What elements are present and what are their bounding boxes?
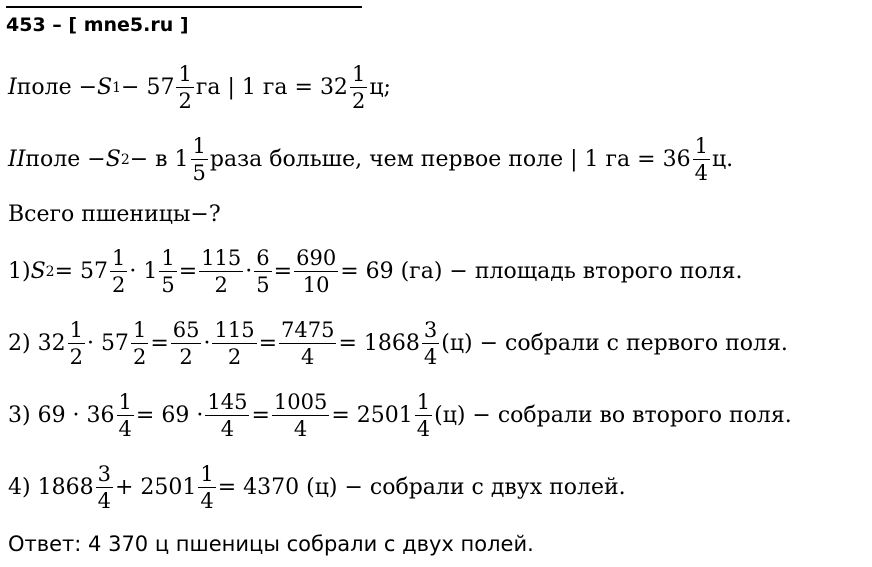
text: · 1 xyxy=(129,259,158,284)
given-field-2 xyxy=(8,128,733,192)
roman-numeral: I xyxy=(8,75,17,100)
fraction: $\frac{1}{5}$ xyxy=(192,133,206,186)
problem-header xyxy=(6,14,189,36)
step-1 xyxy=(8,240,742,304)
answer-line: Ответ: 4 370 ц пшеницы собрали с двух полей. xyxy=(8,532,534,556)
fraction: $\frac{3}{4}$ xyxy=(423,317,438,370)
fraction: $\frac{1}{4}$ xyxy=(200,461,214,514)
step-4 xyxy=(8,456,626,520)
problem-number: 453 xyxy=(6,14,46,36)
given-field-1 xyxy=(8,56,391,120)
var-s: S xyxy=(97,75,113,100)
text: = xyxy=(251,403,270,428)
text: · 57 xyxy=(86,331,129,356)
text: = 69 (га) − площадь второго поля. xyxy=(340,259,743,284)
text: (ц) − собрали с первого поля. xyxy=(441,331,788,356)
text: − в 1 xyxy=(129,147,189,172)
text: 2) 32 xyxy=(8,331,66,356)
question-line: Всего пшеницы−? xyxy=(8,202,221,227)
step-3 xyxy=(8,384,792,448)
text: = xyxy=(273,259,293,284)
fraction: $\frac{115}{2}$ xyxy=(214,317,255,370)
fraction: $\frac{1}{2}$ xyxy=(112,245,126,298)
text: · xyxy=(245,259,253,284)
text: 4) 1868 xyxy=(8,475,94,500)
subscript: 2 xyxy=(120,152,130,168)
text: = 2501 xyxy=(331,403,413,428)
text: раза больше, чем первое поле | 1 га = 36 xyxy=(209,147,691,172)
header-dash: – xyxy=(52,14,62,36)
fraction: $\frac{65}{2}$ xyxy=(172,317,200,370)
subscript: 2 xyxy=(45,264,55,280)
fraction: $\frac{3}{4}$ xyxy=(97,461,111,514)
text: ц. xyxy=(711,147,734,172)
fraction: $\frac{1}{2}$ xyxy=(69,317,83,370)
text: = xyxy=(150,331,169,356)
text: = 57 xyxy=(54,259,109,284)
text: = 1868 xyxy=(338,331,420,356)
fraction: $\frac{1}{5}$ xyxy=(161,245,175,298)
text: 1) xyxy=(8,259,31,284)
text: + 2501 xyxy=(114,475,197,500)
header-rule xyxy=(6,6,362,8)
fraction: $\frac{145}{4}$ xyxy=(207,389,248,442)
text: · xyxy=(203,331,211,356)
fraction: $\frac{1005}{4}$ xyxy=(273,389,328,442)
fraction: $\frac{1}{2}$ xyxy=(178,61,192,114)
fraction: $\frac{1}{2}$ xyxy=(351,61,366,114)
fraction: $\frac{1}{2}$ xyxy=(132,317,147,370)
roman-numeral: II xyxy=(8,147,26,172)
text: (ц) − собрали во второго поля. xyxy=(434,403,792,428)
var-s: S xyxy=(30,259,46,284)
subscript: 1 xyxy=(112,80,122,96)
fraction: $\frac{1}{4}$ xyxy=(118,389,132,442)
fraction: $\frac{7475}{4}$ xyxy=(281,317,335,370)
var-s: S xyxy=(105,147,121,172)
text: ц; xyxy=(369,75,391,100)
fraction: $\frac{1}{4}$ xyxy=(694,133,708,186)
step-2 xyxy=(8,312,788,376)
fraction: $\frac{115}{2}$ xyxy=(201,245,242,298)
text: = xyxy=(258,331,278,356)
fraction: $\frac{6}{5}$ xyxy=(256,245,270,298)
text: = xyxy=(178,259,198,284)
text: = 69 · xyxy=(135,403,204,428)
text: 3) 69 · 36 xyxy=(8,403,115,428)
fraction: $\frac{690}{10}$ xyxy=(296,245,337,298)
text: − 57 xyxy=(121,75,175,100)
text: = 4370 (ц) − собрали с двух полей. xyxy=(217,475,626,500)
text: га | 1 га = 32 xyxy=(195,75,348,100)
text: поле − xyxy=(16,75,98,100)
source-link: [ mne5.ru ] xyxy=(68,14,189,36)
fraction: $\frac{1}{4}$ xyxy=(416,389,431,442)
text: поле − xyxy=(25,147,106,172)
